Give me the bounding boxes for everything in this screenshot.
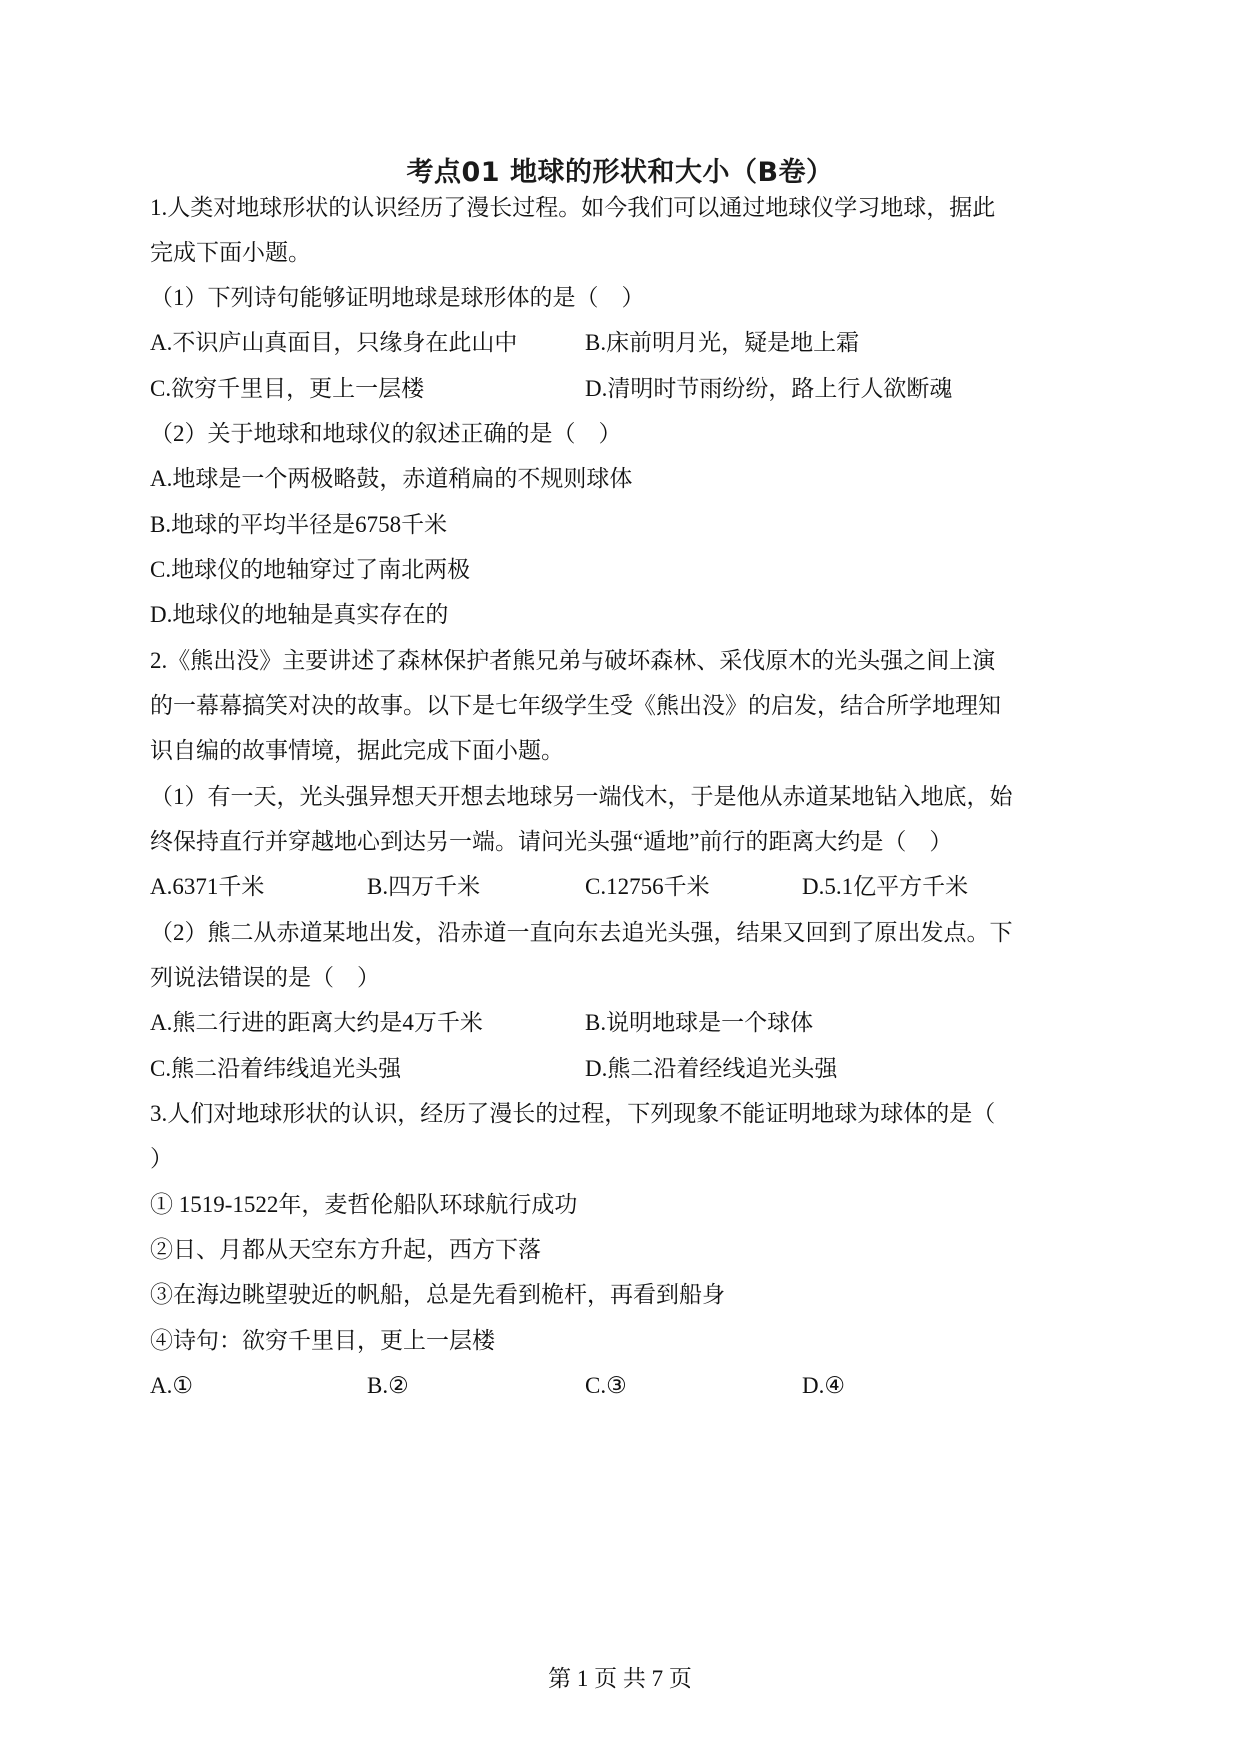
q3-item-3: ③在海边眺望驶近的帆船，总是先看到桅杆，再看到船身 <box>150 1282 725 1307</box>
q2-sub2-option-d: D.熊二沿着经线追光头强 <box>585 1056 838 1081</box>
q1-sub2-option-d: D.地球仪的地轴是真实存在的 <box>150 602 449 627</box>
q2-sub2-option-b: B.说明地球是一个球体 <box>585 1010 814 1035</box>
q2-sub2-stem-line-1: （2）熊二从赤道某地出发，沿赤道一直向东去追光头强，结果又回到了原出发点。下 <box>150 920 1013 945</box>
q2-sub2-option-c: C.熊二沿着纬线追光头强 <box>150 1056 402 1081</box>
q2-sub1-option-a: A.6371千米 <box>150 874 265 899</box>
q3-item-1: ① 1519-1522年，麦哲伦船队环球航行成功 <box>150 1192 578 1217</box>
q1-sub2-option-a: A.地球是一个两极略鼓，赤道稍扁的不规则球体 <box>150 466 633 491</box>
q2-sub2-stem-line-2: 列说法错误的是（ ） <box>150 965 380 990</box>
q1-sub1-stem: （1）下列诗句能够证明地球是球形体的是（ ） <box>150 285 645 310</box>
q1-sub1-option-b: B.床前明月光，疑是地上霜 <box>585 330 860 355</box>
q2-stem-line-1: 2.《熊出没》主要讲述了森林保护者熊兄弟与破坏森林、采伐原木的光头强之间上演 <box>150 648 996 673</box>
q1-sub1-option-d: D.清明时节雨纷纷，路上行人欲断魂 <box>585 376 953 401</box>
q2-sub1-stem-line-1: （1）有一天，光头强异想天开想去地球另一端伐木，于是他从赤道某地钻入地底，始 <box>150 784 1013 809</box>
q1-stem-line-2: 完成下面小题。 <box>150 240 311 265</box>
q1-sub1-option-c: C.欲穷千里目，更上一层楼 <box>150 376 425 401</box>
q2-sub1-option-c: C.12756千米 <box>585 874 710 899</box>
q1-stem-line-1: 1.人类对地球形状的认识经历了漫长过程。如今我们可以通过地球仪学习地球，据此 <box>150 195 996 220</box>
q2-stem-line-2: 的一幕幕搞笑对决的故事。以下是七年级学生受《熊出没》的启发，结合所学地理知 <box>150 693 1001 718</box>
q3-stem-line-1: 3.人们对地球形状的认识，经历了漫长的过程，下列现象不能证明地球为球体的是（ <box>150 1101 996 1126</box>
q2-sub2-option-a: A.熊二行进的距离大约是4万千米 <box>150 1010 483 1035</box>
q1-sub2-option-c: C.地球仪的地轴穿过了南北两极 <box>150 557 471 582</box>
q2-sub1-option-d: D.5.1亿平方千米 <box>802 874 969 899</box>
q3-option-a: A.① <box>150 1373 193 1398</box>
q2-sub1-stem-line-2: 终保持直行并穿越地心到达另一端。请问光头强“遁地”前行的距离大约是（ ） <box>150 829 953 854</box>
q3-option-c: C.③ <box>585 1373 627 1398</box>
q3-stem-line-2: ） <box>150 1146 173 1171</box>
page-number-footer: 第 1 页 共 7 页 <box>548 1666 692 1691</box>
q3-option-b: B.② <box>367 1373 409 1398</box>
q2-sub1-option-b: B.四万千米 <box>367 874 481 899</box>
q2-stem-line-3: 识自编的故事情境，据此完成下面小题。 <box>150 738 564 763</box>
q3-option-d: D.④ <box>802 1373 845 1398</box>
q1-sub2-option-b: B.地球的平均半径是6758千米 <box>150 512 448 537</box>
page-title: 考点01 地球的形状和大小（B卷） <box>406 157 834 188</box>
q3-item-2: ②日、月都从天空东方升起，西方下落 <box>150 1237 541 1262</box>
q1-sub2-stem: （2）关于地球和地球仪的叙述正确的是（ ） <box>150 421 622 446</box>
q1-sub1-option-a: A.不识庐山真面目，只缘身在此山中 <box>150 330 518 355</box>
q3-item-4: ④诗句：欲穷千里目，更上一层楼 <box>150 1328 495 1353</box>
